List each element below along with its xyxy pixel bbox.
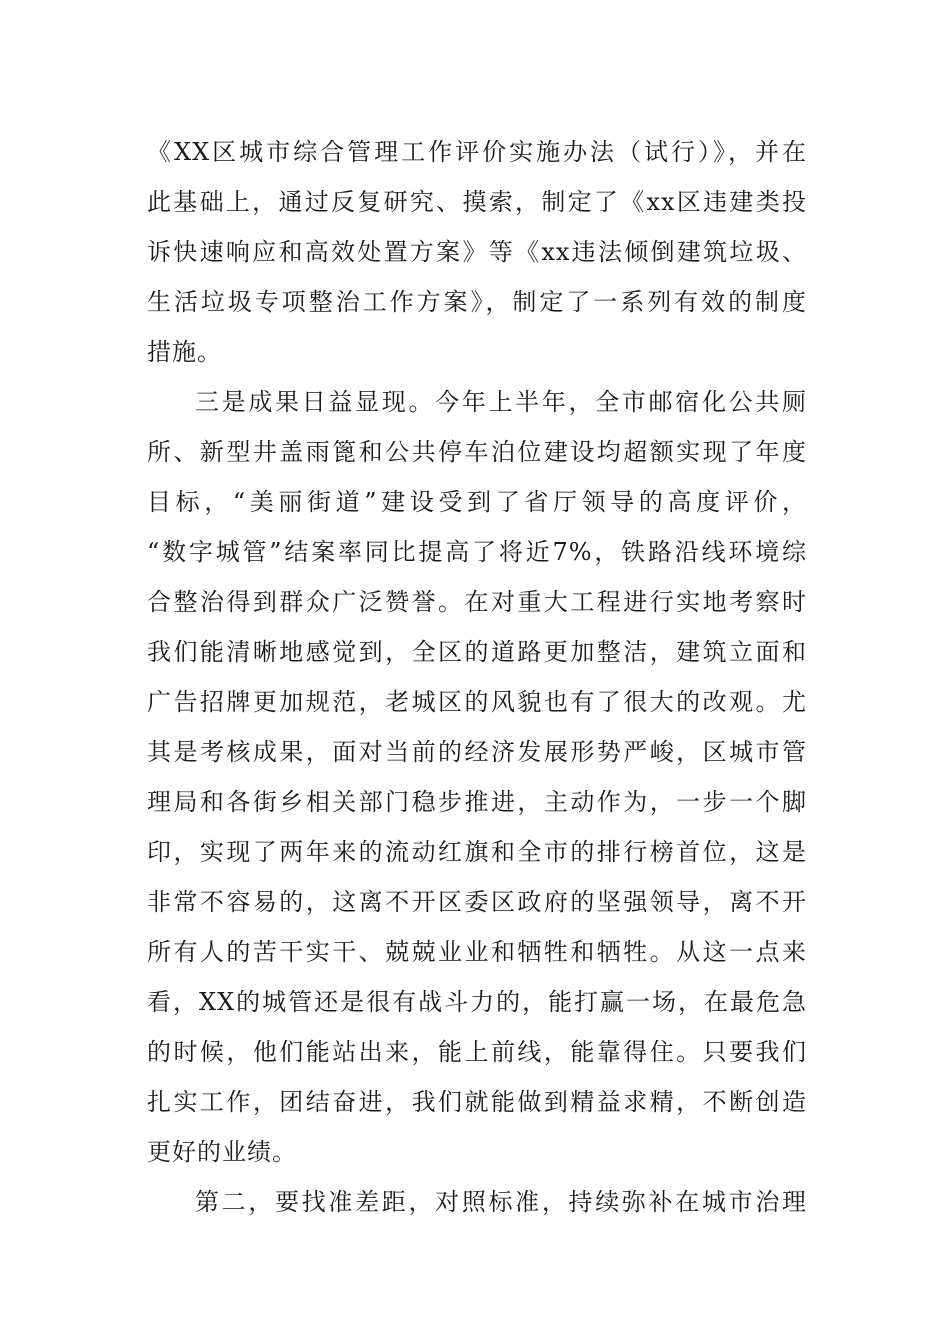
- text-line: 所、新型井盖雨篦和公共停车泊位建设均超额实现了年度: [147, 438, 807, 466]
- text-line: 更好的业绩。: [147, 1138, 297, 1166]
- text-line: 看，XX的城管还是很有战斗力的，能打赢一场，在最危急: [147, 988, 807, 1016]
- text-line: 所有人的苦干实干、兢兢业业和牺牲和牺牲。从这一点来: [147, 938, 807, 966]
- text-line: 广告招牌更加规范，老城区的风貌也有了很大的改观。尤: [147, 688, 807, 716]
- text-line: 《XX区城市综合管理工作评价实施办法（试行）》，并在: [147, 138, 807, 166]
- text-line: 理局和各街乡相关部门稳步推进，主动作为，一步一个脚: [147, 788, 807, 816]
- text-line: 我们能清晰地感觉到，全区的道路更加整洁，建筑立面和: [147, 638, 807, 666]
- text-line: “数字城管”结案率同比提高了将近7%，铁路沿线环境综: [147, 538, 807, 566]
- text-line: 此基础上，通过反复研究、摸索，制定了《xx区违建类投: [147, 188, 807, 216]
- paragraph-first-line: 第二，要找准差距，对照标准，持续弥补在城市治理: [195, 1188, 807, 1216]
- text-line: 的时候，他们能站出来，能上前线，能靠得住。只要我们: [147, 1038, 807, 1066]
- paragraph-first-line: 三是成果日益显现。今年上半年，全市邮宿化公共厕: [195, 388, 807, 416]
- text-line: 生活垃圾专项整治工作方案》，制定了一系列有效的制度: [147, 288, 807, 316]
- text-line: 目标，“美丽街道”建设受到了省厅领导的高度评价，: [147, 488, 807, 516]
- text-line: 非常不容易的，这离不开区委区政府的坚强领导，离不开: [147, 888, 807, 916]
- text-line: 合整治得到群众广泛赞誉。在对重大工程进行实地考察时: [147, 588, 807, 616]
- text-line: 印，实现了两年来的流动红旗和全市的排行榜首位，这是: [147, 838, 807, 866]
- text-line: 诉快速响应和高效处置方案》等《xx违法倾倒建筑垃圾、: [147, 238, 807, 266]
- text-line: 扎实工作，团结奋进，我们就能做到精益求精，不断创造: [147, 1088, 807, 1116]
- text-line: 措施。: [147, 338, 222, 366]
- text-line: 其是考核成果，面对当前的经济发展形势严峻，区城市管: [147, 738, 807, 766]
